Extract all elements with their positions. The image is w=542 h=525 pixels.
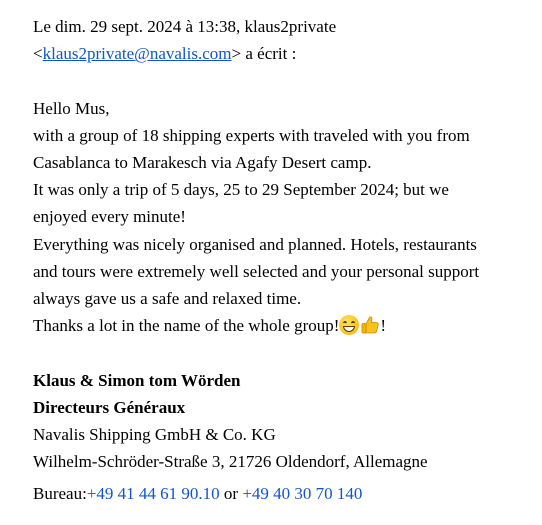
signature-names: Klaus & Simon tom Wörden [33,370,241,390]
paragraph-2-line-1: It was only a trip of 5 days, 25 to 29 September 2024; but we [33,180,449,200]
thanks-text: Thanks a lot in the name of the whole group! [33,316,340,336]
paragraph-1-line-1: with a group of 18 shipping experts with traveled with you from [33,125,470,145]
signature-company: Navalis Shipping GmbH & Co. KG [33,425,276,445]
paragraph-3-line-3: always gave us a safe and relaxed time. [33,289,302,309]
bureau-label: Bureau: [33,484,87,504]
phone-link-1[interactable]: +49 41 44 61 90.10 [86,484,220,504]
thanks-end: ! [380,316,387,336]
quote-header-line: Le dim. 29 sept. 2024 à 13:38, klaus2private [33,17,337,36]
spacer [33,67,533,94]
grinning-squinting-face-emoji-icon [339,315,359,335]
signature-role: Directeurs Généraux [33,397,186,417]
greeting: Hello Mus, [33,98,110,118]
signature-address: Wilhelm-Schröder-Straße 3, 21726 Oldendorf, Allemagne [33,452,428,472]
thanks-line [33,312,533,339]
paragraph-2-line-2: enjoyed every minute! [33,207,186,227]
emoji-group [339,315,380,335]
quoted-email [33,13,533,508]
thumbs-up-emoji-icon [360,315,380,335]
paragraph-1-line-2: Casablanca to Marakesch via Agafy Desert camp. [33,153,372,172]
open-bracket: < [33,44,43,64]
phone-link-2[interactable]: +49 40 30 70 140 [242,484,363,504]
wrote-label: > a écrit : [231,44,297,64]
quote-header-sender [33,40,533,67]
paragraph-3-line-1: Everything was nicely organised and planned. Hotels, restaurants [33,234,477,254]
or-text: or [219,484,243,504]
sender-email-link[interactable]: klaus2private@navalis.com [42,44,232,64]
paragraph-3-line-2: and tours were extremely well selected and your personal support [33,261,480,281]
spacer [33,339,533,366]
signature-phones [33,480,533,507]
